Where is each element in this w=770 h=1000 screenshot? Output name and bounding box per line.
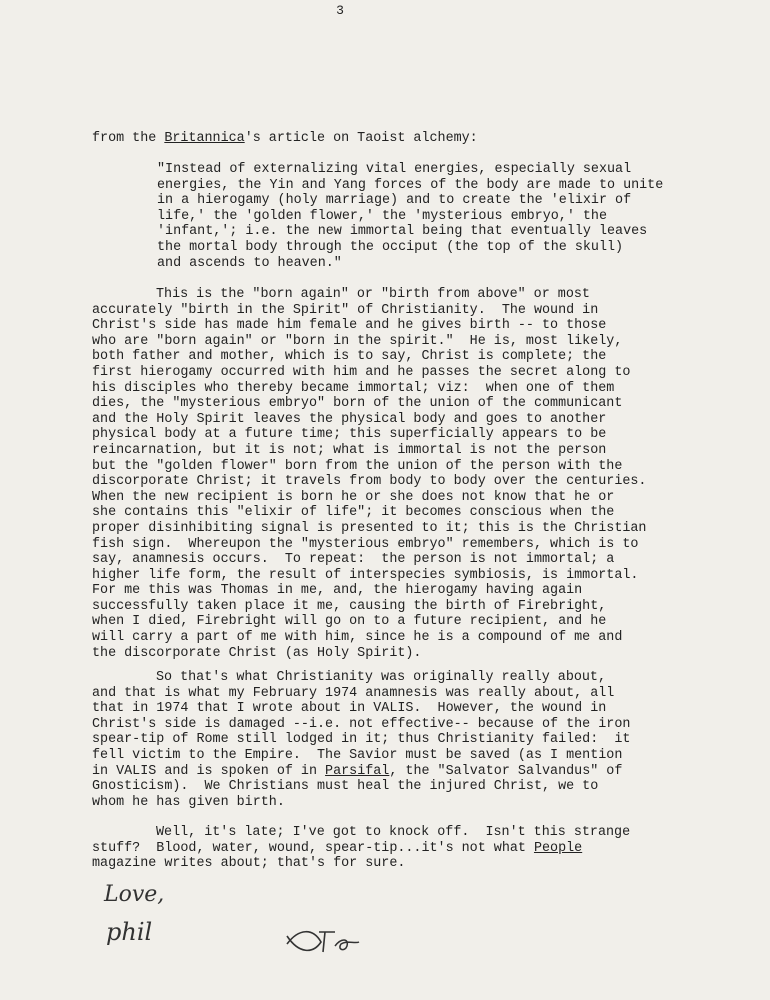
para1-line: and the Holy Spirit leaves the physical body and goes to another [92, 411, 607, 427]
para2-line: and that is what my February 1974 anamnesis was really about, all [92, 685, 615, 701]
parsifal-after: , the "Salvator Salvandus" of [389, 763, 623, 779]
para1-line: the discorporate Christ (as Holy Spirit). [92, 645, 422, 661]
para2-line: Christ's side is damaged --i.e. not effective-- because of the iron [92, 716, 631, 732]
para1-line: Christ's side has made him female and he gives birth -- to those [92, 318, 607, 334]
people-before: stuff? Blood, water, wound, spear-tip...it's not what [92, 840, 534, 856]
quote-line: "Instead of externalizing vital energies, especially sexual [157, 162, 632, 177]
para1-line: physical body at a future time; this superficially appears to be [92, 427, 607, 443]
para2-line: So that's what Christianity was originally really about, [156, 670, 606, 685]
para1-line: higher life form, the result of interspecies symbiosis, is immortal. [92, 567, 639, 583]
signature-closing: Love, [104, 882, 165, 907]
para2-line: Gnosticism). We Christians must heal the injured Christ, we to [92, 779, 599, 795]
quote-line: energies, the Yin and Yang forces of the body are made to unite [157, 177, 664, 193]
para1-line: accurately "birth in the Spirit" of Christianity. The wound in [92, 302, 599, 318]
taoist-quote [157, 162, 663, 271]
para1-line: dies, the "mysterious embryo" born of the union of the communicant [92, 396, 623, 412]
parsifal-before: in VALIS and is spoken of in [92, 763, 326, 779]
para1-line: reincarnation, but it is not; what is immortal is not the person [92, 442, 607, 458]
paragraph-2 [92, 670, 630, 810]
people-title: People [533, 840, 583, 856]
para1-line: successfully taken place it me, causing the birth of Firebright, [92, 598, 607, 614]
para1-line: his disciples who thereby became immortal; viz: when one of them [92, 380, 615, 396]
paragraph-1 [92, 287, 646, 661]
para2-line: whom he has given birth. [92, 794, 285, 810]
quote-line: in a hierogamy (holy marriage) and to create the 'elixir of [157, 193, 632, 209]
para1-line: when I died, Firebright will go on to a future recipient, and he [92, 614, 607, 630]
para1-line: say, anamnesis occurs. To repeat: the person is not immortal; a [92, 552, 615, 568]
britannica-title: Britannica [164, 131, 245, 146]
para2-line: spear-tip of Rome still lodged in it; thus Christianity failed: it [92, 732, 631, 748]
quote-line: the mortal body through the occiput (the top of the skull) [157, 239, 624, 255]
para1-line: discorporate Christ; it travels from body to body over the centuries. [92, 474, 647, 490]
para1-line: will carry a part of me with him, since he is a compound of me and [92, 630, 623, 646]
para1-line: fish sign. Whereupon the "mysterious embryo" remembers, which is to [92, 536, 639, 552]
para2-parsifal-line [92, 764, 630, 780]
quote-line: and ascends to heaven." [157, 255, 342, 271]
para1-line: she contains this "elixir of life"; it becomes conscious when the [92, 505, 615, 521]
parsifal-title: Parsifal [325, 763, 390, 779]
para1-line: who are "born again" or "born in the spirit." He is, most likely, [92, 333, 623, 349]
para1-line: For me this was Thomas in me, and, the hierogamy having again [92, 583, 583, 599]
quote-line: 'infant,'; i.e. the new immortal being that eventually leaves [157, 224, 648, 240]
para3-people-line [92, 841, 630, 857]
para1-line: both father and mother, which is to say, Christ is complete; the [92, 349, 607, 365]
signature-name: phil [106, 918, 153, 946]
intro-before: from the [92, 131, 165, 146]
page-number: 3 [336, 3, 344, 18]
para1-line: When the new recipient is born he or she does not know that he or [92, 489, 615, 505]
para3-line: Well, it's late; I've got to knock off. Isn't this strange [156, 825, 631, 840]
para2-line: that in 1974 that I wrote about in VALIS. However, the wound in [92, 701, 607, 717]
quote-line: life,' the 'golden flower,' the 'mysterious embryo,' the [157, 208, 607, 224]
para1-line: This is the "born again" or "birth from above" or most [156, 287, 590, 302]
intro-after: 's article on Taoist alchemy: [244, 131, 478, 146]
para3-line: magazine writes about; that's for sure. [92, 856, 406, 872]
para1-line: first hierogamy occurred with him and he passes the secret along to [92, 364, 631, 380]
paragraph-3 [92, 825, 630, 872]
para1-line: but the "golden flower" born from the union of the person with the [92, 458, 623, 474]
para2-line: fell victim to the Empire. The Savior must be saved (as I mention [92, 747, 623, 763]
para1-line: proper disinhibiting signal is presented to it; this is the Christian [92, 520, 647, 536]
fish-sign-icon [283, 922, 363, 958]
intro-line [92, 131, 478, 146]
